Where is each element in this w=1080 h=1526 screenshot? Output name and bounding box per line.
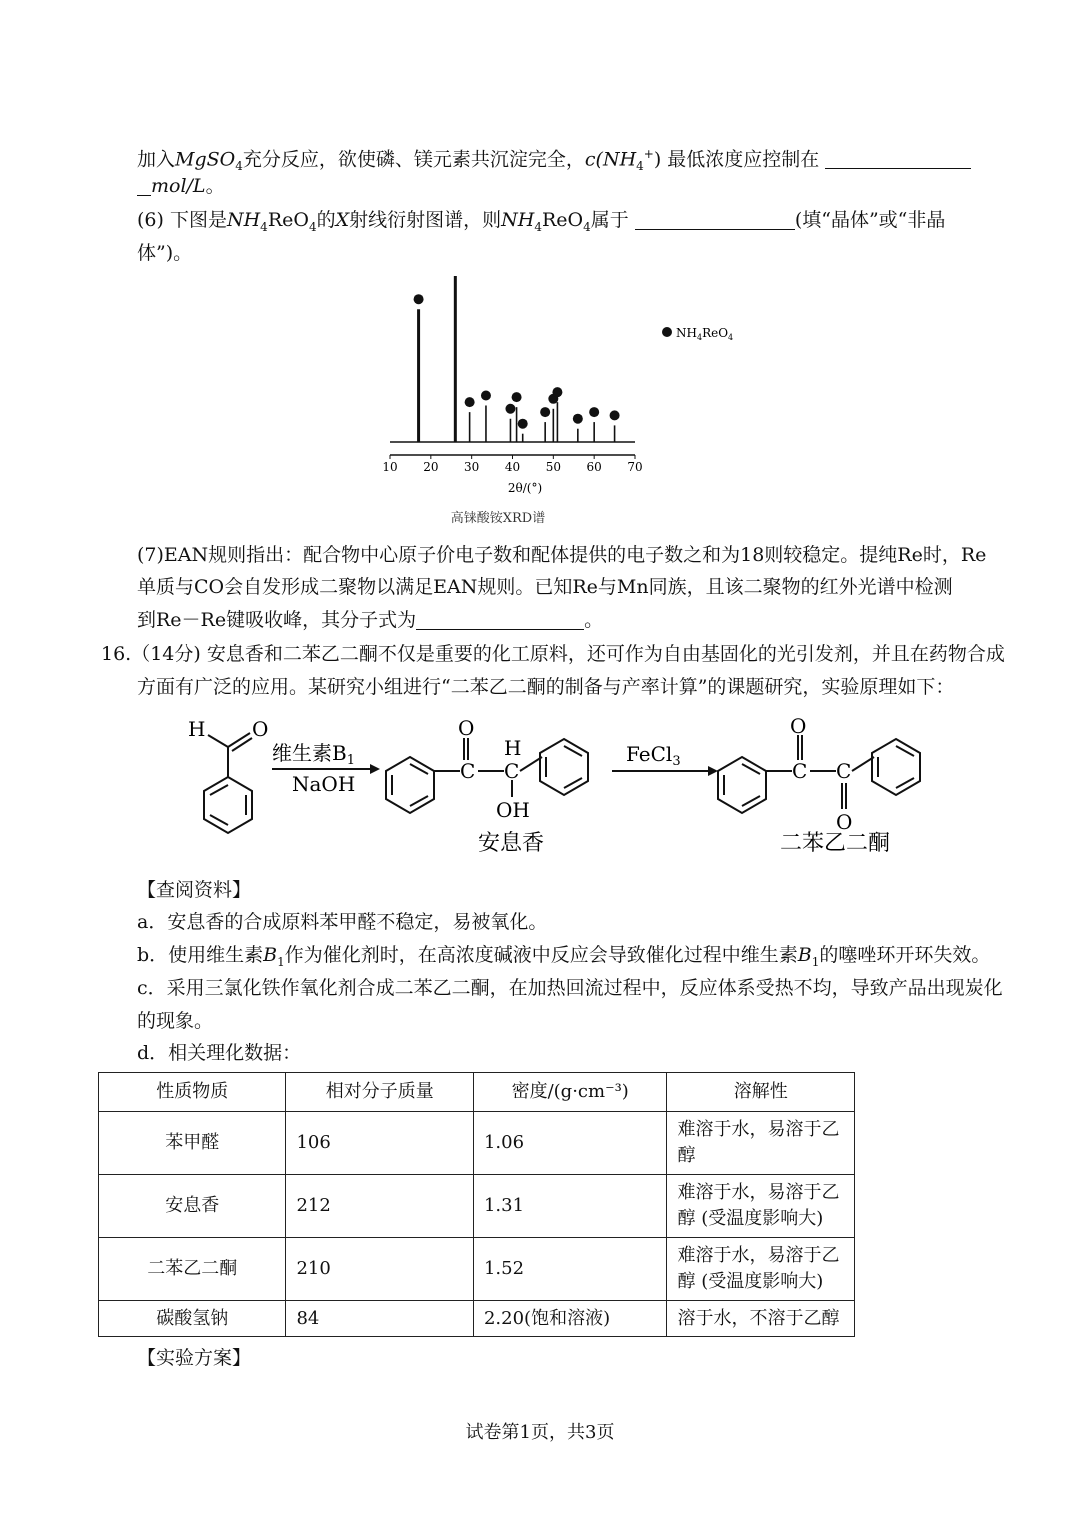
peak-marker xyxy=(573,414,583,424)
table-cell: 难溶于水，易溶于乙醇 (受温度影响大) xyxy=(667,1238,855,1301)
benzaldehyde-structure xyxy=(204,733,252,833)
reagent-naoh: NaOH xyxy=(292,772,356,796)
benzil-structure xyxy=(718,735,920,813)
ref-a: a．安息香的合成原料苯甲醛不稳定，易被氧化。 xyxy=(137,911,548,933)
x-tick-label: 40 xyxy=(504,460,521,474)
table-row xyxy=(99,1301,855,1337)
q15-part6-line2: 体”)。 xyxy=(137,242,193,264)
table-cell: 84 xyxy=(286,1301,473,1337)
peak-marker xyxy=(540,407,550,417)
q16-line1: 16.（14分) 安息香和二苯乙二酮不仅是重要的化工原料，还可作为自由基固化的光引发剂，并且在药物合成 xyxy=(101,643,1005,665)
x-tick-label: 70 xyxy=(627,460,643,474)
table-cell: 苯甲醛 xyxy=(99,1112,286,1175)
table-cell: 212 xyxy=(286,1175,473,1238)
answer-blank-1[interactable] xyxy=(825,148,971,169)
peak-marker xyxy=(610,410,620,420)
table-header-row xyxy=(99,1073,855,1112)
table-header-cell: 溶解性 xyxy=(667,1073,855,1112)
table-cell: 难溶于水，易溶于乙醇 xyxy=(667,1112,855,1175)
benzil-label: 二苯乙二酮 xyxy=(780,831,891,856)
peak-marker xyxy=(481,390,491,400)
q15-part6-line1: (6) 下图是$NH_4ReO_4$的X射线衍射图谱，则$NH_4ReO_4$属于 (填“晶体”或“非晶 xyxy=(137,209,946,234)
x-tick-label: 20 xyxy=(423,460,439,474)
ref-c-line2: 的现象。 xyxy=(137,1010,214,1032)
x-axis-label: 2θ/(°) xyxy=(507,481,543,495)
x-ticks xyxy=(382,455,642,474)
benzil-C2: C xyxy=(836,759,852,783)
benzil-O1: O xyxy=(790,714,807,738)
q15-line1: 加入MgSO$_4$充分反应，欲使磷、镁元素共沉淀完全，$c(NH_4^+)$ 最低浓度应控制在 xyxy=(137,141,971,179)
table-header-cell: 密度/(g·cm⁻³) xyxy=(473,1073,667,1112)
table-row xyxy=(99,1238,855,1301)
q16-line2: 方面有广泛的应用。某研究小组进行“二苯乙二酮的制备与产率计算”的课题研究，实验原理如下： xyxy=(137,676,955,698)
peak-marker xyxy=(414,294,424,304)
benzoin-structure xyxy=(386,738,588,813)
benzoin-C2: C xyxy=(504,759,520,783)
answer-blank-2[interactable] xyxy=(635,209,795,230)
table-cell: 安息香 xyxy=(99,1175,286,1238)
x-tick-label: 30 xyxy=(464,460,480,474)
q15-line2: mol/L。 xyxy=(137,173,225,199)
table-cell: 106 xyxy=(286,1112,473,1175)
reaction-scheme xyxy=(180,705,940,865)
table-header-cell: 性质物质 xyxy=(99,1073,286,1112)
benzoin-label: 安息香 xyxy=(478,831,545,856)
ref-title: 【查阅资料】 xyxy=(137,879,252,901)
table-cell: 1.31 xyxy=(473,1175,667,1238)
table-cell: 难溶于水，易溶于乙醇 (受温度影响大) xyxy=(667,1175,855,1238)
peak-marker xyxy=(589,407,599,417)
ref-b: b．使用维生素$B_1$作为催化剂时，在高浓度碱液中反应会导致催化过程中维生素$B_1$的噻唑环开环失效。 xyxy=(137,944,991,969)
q15-part7-line2: 单质与CO会自发形成二聚物以满足EAN规则。已知Re与Mn同族，且该二聚物的红外光谱中检测 xyxy=(137,576,953,598)
x-tick-label: 50 xyxy=(545,460,561,474)
peak-marker xyxy=(465,397,475,407)
xrd-peaks xyxy=(414,276,620,442)
answer-blank-1-cont xyxy=(137,175,151,196)
table-cell: 溶于水，不溶于乙醇 xyxy=(667,1301,855,1337)
benzoin-C1: C xyxy=(460,759,476,783)
x-tick-label: 10 xyxy=(382,460,398,474)
table-row xyxy=(99,1175,855,1238)
table-row xyxy=(99,1112,855,1175)
benzil-O2: O xyxy=(836,810,853,834)
plan-title: 【实验方案】 xyxy=(137,1347,252,1369)
benzoin-H: H xyxy=(504,736,522,760)
peak-marker xyxy=(505,404,515,414)
benzoin-OH: OH xyxy=(496,798,530,822)
aldehyde-O: O xyxy=(252,717,269,741)
legend-label: $NH_4ReO_4$ xyxy=(676,326,734,342)
property-table xyxy=(98,1072,855,1337)
q15-part7-line3: 到Re－Re键吸收峰，其分子式为 。 xyxy=(137,609,604,631)
table-cell: 1.52 xyxy=(473,1238,667,1301)
benzil-C1: C xyxy=(792,759,808,783)
peak-marker xyxy=(512,392,522,402)
table-cell: 二苯乙二酮 xyxy=(99,1238,286,1301)
table-cell: 2.20(饱和溶液) xyxy=(473,1301,667,1337)
x-tick-label: 60 xyxy=(586,460,602,474)
answer-blank-3[interactable] xyxy=(416,609,584,630)
table-cell: 1.06 xyxy=(473,1112,667,1175)
table-header-cell: 相对分子质量 xyxy=(286,1073,473,1112)
benzoin-O: O xyxy=(458,716,475,740)
table-cell: 210 xyxy=(286,1238,473,1301)
reagent-vitamin-b1: 维生素$B_1$ xyxy=(272,741,355,768)
legend-marker xyxy=(662,327,672,337)
chart-caption: 高铼酸铵XRD谱 xyxy=(450,511,546,526)
xrd-chart xyxy=(380,270,760,530)
table-cell: 碳酸氢钠 xyxy=(99,1301,286,1337)
aldehyde-H: H xyxy=(188,717,206,741)
ref-c-line1: c．采用三氯化铁作氧化剂合成二苯乙二酮，在加热回流过程中，反应体系受热不均，导致产品出现炭化 xyxy=(137,977,1003,999)
page-footer: 试卷第1页，共3页 xyxy=(465,1422,615,1443)
ref-d: d．相关理化数据： xyxy=(137,1042,302,1064)
reagent-fecl3: FeCl$_3$ xyxy=(626,742,681,769)
peak-marker xyxy=(552,387,562,397)
peak-marker xyxy=(518,419,528,429)
q15-part7-line1: (7)EAN规则指出：配合物中心原子价电子数和配体提供的电子数之和为18则较稳定。提纯Re时，Re xyxy=(137,544,987,566)
